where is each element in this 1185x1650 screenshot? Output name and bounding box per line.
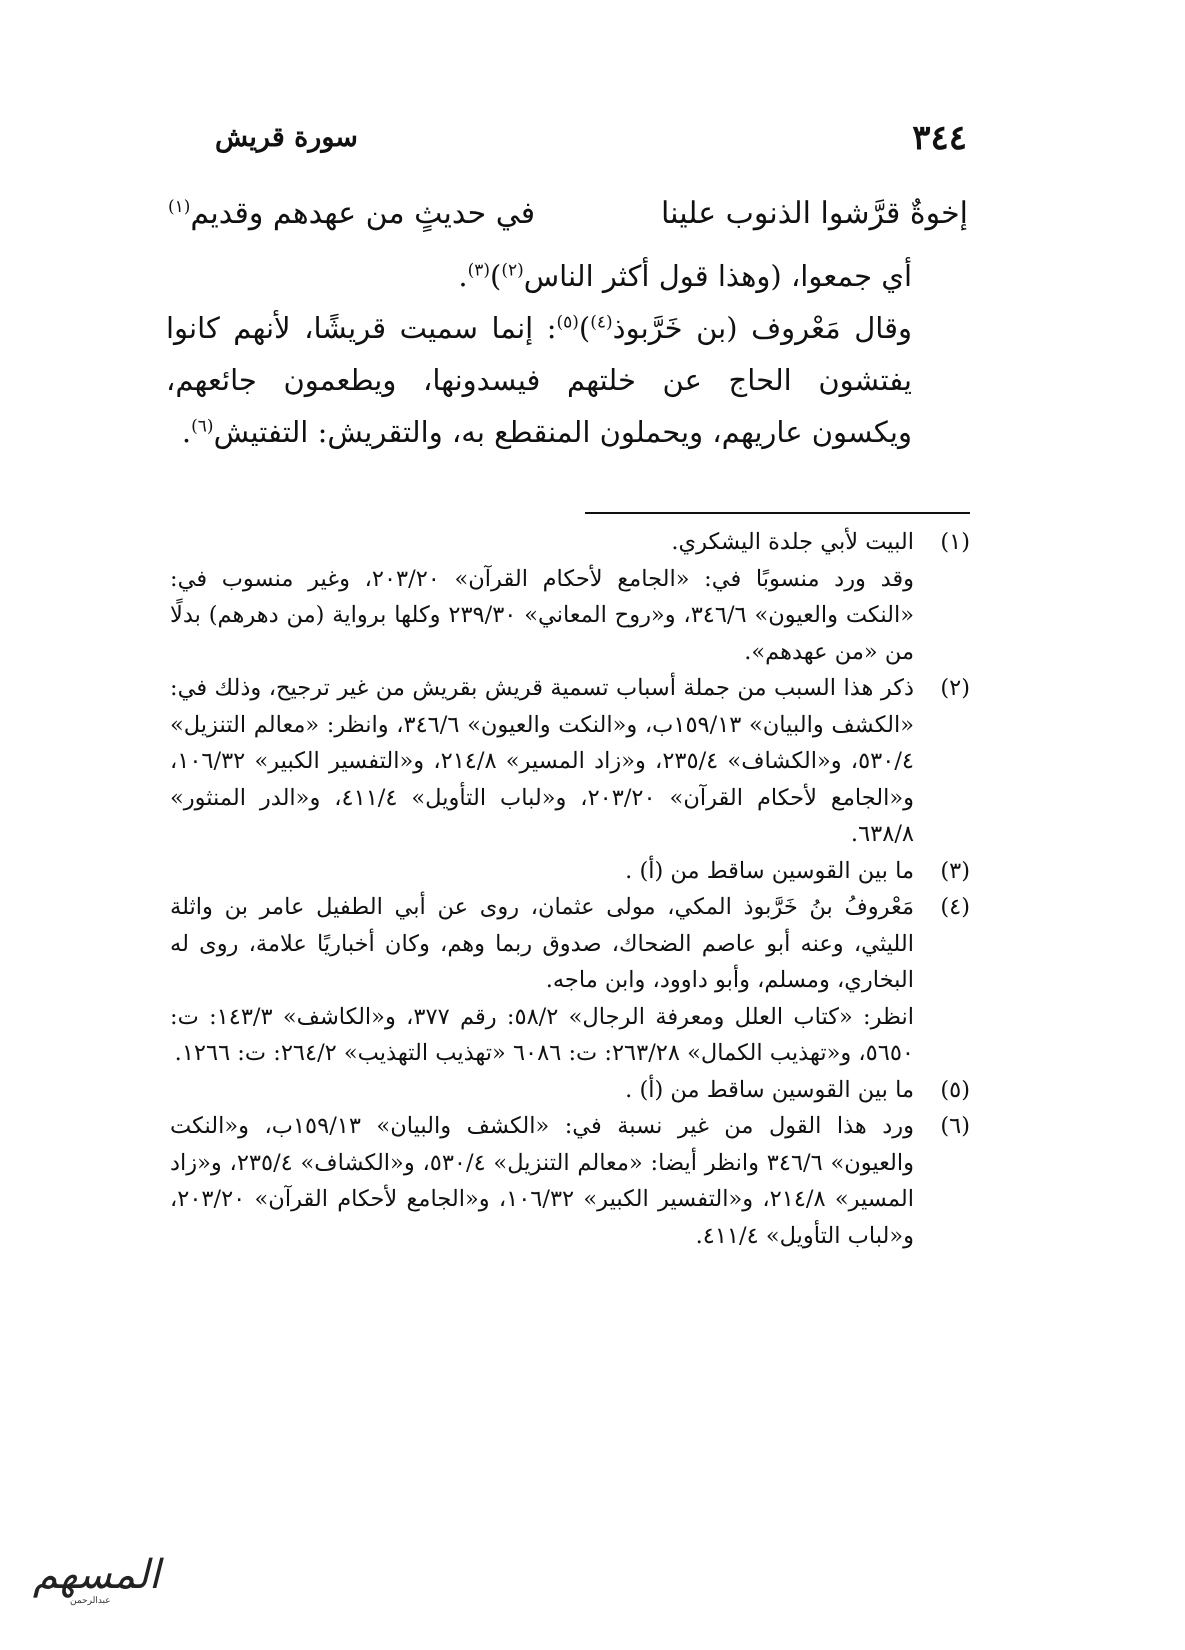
footnotes bbox=[170, 524, 970, 1254]
footnote-body bbox=[170, 524, 914, 670]
footnote-ref-1: (١) bbox=[168, 197, 191, 217]
footnote-text: ذكر هذا السبب من جملة أسباب تسمية قريش بقريش من غير ترجيح، وذلك في: «الكشف والبيان» ١٥٩/١٣ب، و«النكت والعيون» ٣٤٦/٦، وانظر: «معالم التنزيل» ٥٣٠/٤، و«الكشاف» ٢٣٥/٤، و«زاد المسير» ٢١٤/٨، و«التفسير الكبير» ١٠٦/٣٢، و«الجامع لأحكام القرآن» ٢٠٣/٢٠، و«لباب التأويل» ٤١١/٤، و«الدر المنثور» ٦٣٨/٨. bbox=[170, 675, 914, 847]
paragraph-1-text: أي جمعوا، (وهذا قول أكثر الناس bbox=[523, 259, 912, 293]
footnote-6 bbox=[170, 1108, 970, 1254]
footnote-body bbox=[170, 670, 914, 853]
paragraph-2-end: . bbox=[181, 415, 192, 449]
footnote-number: (١) bbox=[940, 529, 970, 555]
footnote-text: البيت لأبي جلدة اليشكري. bbox=[671, 529, 914, 555]
footnote-body bbox=[170, 853, 914, 890]
footnote-text: وقد ورد منسوبًا في: «الجامع لأحكام القرآن» ٢٠٣/٢٠، وغير منسوب في: «النكت والعيون» ٣٤٦/٦، و«روح المعاني» ٢٣٩/٣٠ وكلها برواية (من دهرهم) بدلًا من «من عهدهم». bbox=[170, 565, 915, 665]
paragraph-2 bbox=[166, 302, 968, 458]
footnote-ref-6: (٦) bbox=[191, 416, 214, 437]
footnote-1 bbox=[170, 524, 970, 670]
footnote-2 bbox=[170, 670, 970, 853]
footnote-ref-2: (٢) bbox=[501, 260, 524, 281]
page-number: ٣٤٤ bbox=[912, 118, 967, 158]
paragraph-1-end: . bbox=[458, 259, 468, 293]
paragraph-1 bbox=[166, 250, 968, 302]
footnote-text: انظر: «كتاب العلل ومعرفة الرجال» ٥٨/٢: رقم ٣٧٧، و«الكاشف» ١٤٣/٣: ت: ٥٦٥٠، و«تهذيب الكمال» ٢٦٣/٢٨: ت: ٦٠٨٦ «تهذيب التهذيب» ٢٦٤/٢: ت: ١٢٦٦. bbox=[170, 1003, 915, 1066]
poetry-verse bbox=[168, 196, 968, 246]
surah-title: سورة قريش bbox=[215, 122, 358, 153]
footnote-text: ما بين القوسين ساقط من (أ) . bbox=[625, 857, 914, 884]
verse-second-hemistich-text: في حديثٍ من عهدهم وقديم bbox=[190, 196, 536, 231]
closing-paren: ) bbox=[578, 311, 591, 345]
page-header bbox=[215, 118, 967, 168]
footnote-text: ورد هذا القول من غير نسبة في: «الكشف والبيان» ١٥٩/١٣ب، و«النكت والعيون» ٣٤٦/٦ وانظر أيضا: «معالم التنزيل» ٥٣٠/٤، و«الكشاف» ٢٣٥/٤، و«زاد المسير» ٢١٤/٨، و«التفسير الكبير» ١٠٦/٣٢، و«الجامع لأحكام القرآن» ٢٠٣/٢٠، و«لباب التأويل» ٤١١/٤. bbox=[170, 1113, 915, 1249]
closing-paren: ) bbox=[490, 259, 502, 293]
footnote-text: ما بين القوسين ساقط من (أ) . bbox=[625, 1076, 914, 1103]
footnote-body bbox=[170, 1108, 914, 1254]
footnote-number: (٢) bbox=[940, 675, 970, 701]
watermark-main-text: المسهم bbox=[32, 1552, 160, 1598]
footnote-text: مَعْروفُ بنُ خَرَّبوذ المكي، مولى عثمان، روى عن أبي الطفيل عامر بن واثلة الليثي، وعنه أبو عاصم الضحاك، صدوق ربما وهم، وكان أخباريًا علامة، روى له البخاري، ومسلم، وأبو داوود، وابن ماجه. bbox=[170, 894, 914, 993]
watermark-logo bbox=[18, 1552, 168, 1612]
footnote-5 bbox=[170, 1072, 970, 1109]
footnote-3 bbox=[170, 853, 970, 890]
footnote-ref-4: (٤) bbox=[590, 312, 613, 333]
paragraph-2-text: : إنما سميت قريشًا، لأنهم كانوا يفتشون الحاج عن خلتهم فيسدونها، ويطعمون جائعهم، ويكسون عاريهم، ويحملون المنقطع به، والتقريش: التفتيش bbox=[166, 311, 912, 449]
footnote-number: (٣) bbox=[940, 857, 970, 884]
footnote-ref-5: (٥) bbox=[556, 312, 579, 333]
watermark-sub-text: عبدالرحمن bbox=[70, 1596, 111, 1606]
footnote-ref-3: (٣) bbox=[467, 260, 491, 281]
verse-first-hemistich: إخوةٌ قرَّشوا الذنوب علينا bbox=[661, 196, 968, 231]
footnote-separator bbox=[585, 512, 970, 514]
footnote-number: (٦) bbox=[940, 1113, 970, 1139]
footnote-number: (٥) bbox=[940, 1076, 970, 1103]
verse-second-hemistich bbox=[168, 196, 535, 231]
footnote-4 bbox=[170, 889, 970, 1072]
footnote-number: (٤) bbox=[940, 894, 970, 920]
main-text bbox=[166, 250, 968, 458]
paragraph-2-start: وقال مَعْروف (بن خَرَّبوذ bbox=[612, 311, 912, 345]
footnote-body bbox=[170, 1072, 914, 1109]
footnote-body bbox=[170, 889, 914, 1072]
